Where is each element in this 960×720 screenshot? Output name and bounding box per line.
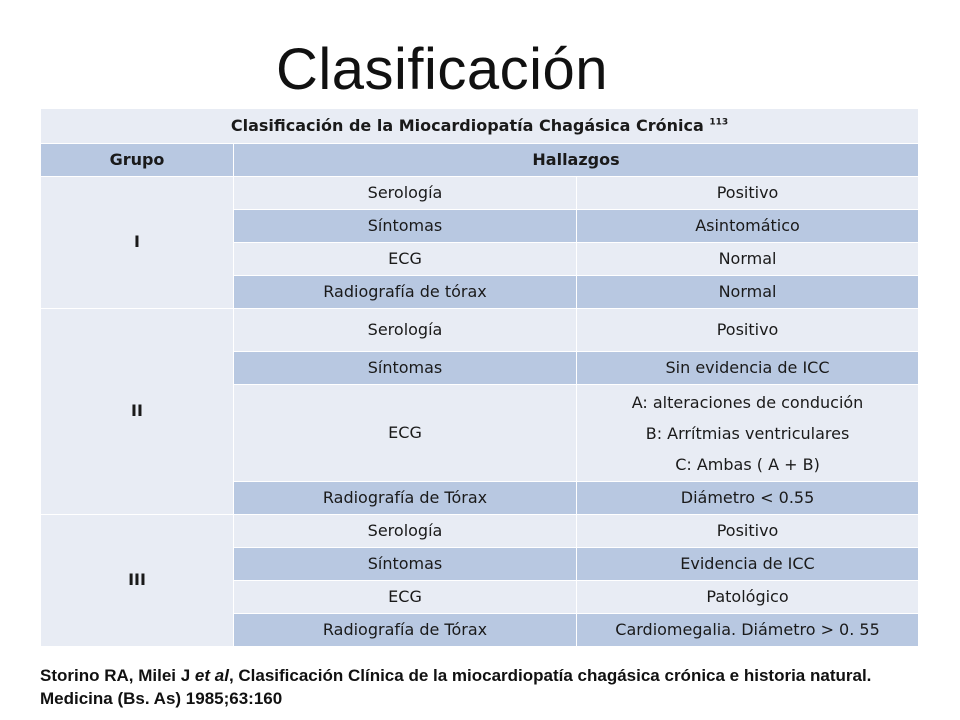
finding-label: Serología <box>234 177 577 210</box>
slide-title: Clasificación <box>275 37 609 102</box>
finding-value: Positivo <box>577 177 919 210</box>
finding-value-line: A: alteraciones de condución <box>631 392 864 412</box>
finding-label: Serología <box>234 309 577 352</box>
finding-value-line: C: Ambas ( A + B) <box>675 454 820 474</box>
finding-value: Positivo <box>577 515 919 548</box>
group-cell: II <box>41 309 234 515</box>
finding-label: ECG <box>234 581 577 614</box>
col-header-hallazgos: Hallazgos <box>234 144 919 177</box>
classification-table <box>40 108 919 647</box>
finding-value: Cardiomegalia. Diámetro > 0. 55 <box>577 614 919 647</box>
col-header-grupo: Grupo <box>41 144 234 177</box>
finding-label: Radiografía de Tórax <box>234 614 577 647</box>
finding-value: Asintomático <box>577 210 919 243</box>
table-title-ref: 113 <box>709 117 729 128</box>
finding-label: ECG <box>234 385 577 482</box>
finding-label: Radiografía de tórax <box>234 276 577 309</box>
finding-label: Síntomas <box>234 210 577 243</box>
finding-value: Sin evidencia de ICC <box>577 352 919 385</box>
citation-rest: , Clasificación Clínica de la miocardiopatía chagásica crónica e historia natural. Medicina (Bs. As) 1985;63:160 <box>40 666 872 708</box>
table-title-text: Clasificación de la Miocardiopatía Chagásica Crónica <box>230 115 704 135</box>
citation-etal: et al <box>194 666 229 685</box>
finding-value: Normal <box>577 276 919 309</box>
finding-value: Positivo <box>577 309 919 352</box>
finding-value: Patológico <box>577 581 919 614</box>
citation-authors: Storino RA, Milei J <box>40 666 195 685</box>
table-title <box>41 109 919 144</box>
finding-value-line: B: Arrítmias ventriculares <box>645 423 850 443</box>
group-cell: I <box>41 177 234 309</box>
finding-value: Normal <box>577 243 919 276</box>
finding-label: ECG <box>234 243 577 276</box>
finding-label: Radiografía de Tórax <box>234 482 577 515</box>
group-cell: III <box>41 515 234 647</box>
finding-label: Serología <box>234 515 577 548</box>
citation <box>40 664 940 710</box>
finding-value-list <box>577 385 919 482</box>
finding-value: Diámetro < 0.55 <box>577 482 919 515</box>
finding-label: Síntomas <box>234 352 577 385</box>
finding-label: Síntomas <box>234 548 577 581</box>
finding-value: Evidencia de ICC <box>577 548 919 581</box>
